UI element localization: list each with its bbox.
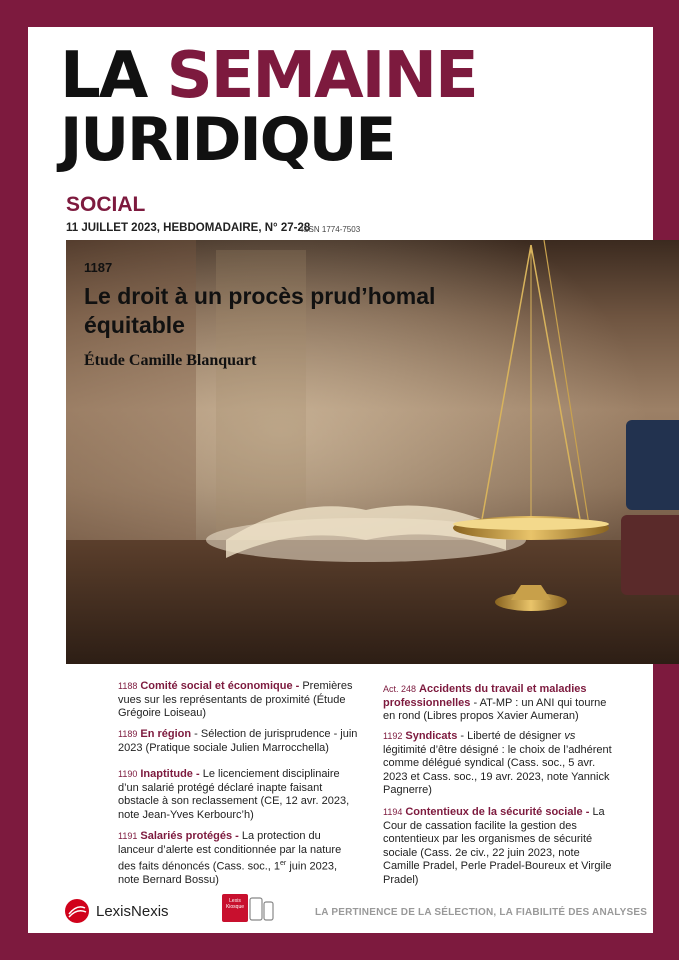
list-item: 1191 Salariés protégés - La protection du lanceur d’alerte est conditionnée par la nature des faits dénoncés (Cass. soc., 1er juin 2023, note Bernard Bossu) [118, 830, 342, 887]
lexisnexis-logo [64, 898, 169, 924]
lead-article-title: Le droit à un procès prud’homal équitable [84, 283, 436, 338]
publisher-name: LexisNexis [96, 902, 169, 920]
lexisnexis-emblem-icon [64, 898, 90, 924]
list-item: 1189 En région - Sélection de jurisprudence - juin 2023 (Pratique sociale Julien Marrocchella) [118, 728, 358, 754]
list-item: 1188 Comité social et économique - Premières vues sur les représentants de proximité (Étude Grégoire Loiseau) [118, 680, 353, 719]
kiosque-label: Lexis Kiosque [225, 898, 245, 910]
list-item: 1194 Contentieux de la sécurité sociale - La Cour de cassation facilite la gestion des contentieux par les organismes de sécurité sociale (Cass. 2e civ., 22 juin 2023, note Camille Pradel, Perle Pradel-Boureux et Virgile Pradel) [383, 806, 612, 886]
masthead-line1 [60, 39, 477, 113]
masthead-juridique: JURIDIQUE [60, 105, 395, 175]
list-item: 1190 Inaptitude - Le licenciement disciplinaire d’un salarié protégé déclaré inapte faisant obstacle à son reclassement (CE, 12 avr. 2023, note Jean-Yves Kerbourc’h) [118, 768, 350, 821]
list-item: 1192 Syndicats - Liberté de désigner vs légitimité d’être désigné : le choix de l’adhérent comme délégué syndical (Cass. soc., 5 avr. 2023 et Cass. soc., 19 avr. 2023, note Yannick Pagnerre) [383, 730, 612, 796]
issn: ISSN 1774-7503 [301, 225, 361, 234]
lead-article-author: Étude Camille Blanquart [84, 352, 257, 369]
list-item: Act. 248 Accidents du travail et maladies professionnelles - AT-MP : un ANI qui tourne en rond (Libres propos Xavier Aumeran) [383, 683, 607, 722]
issue-info: 11 JUILLET 2023, HEBDOMADAIRE, N° 27-28 [66, 222, 311, 234]
lead-article-number: 1187 [84, 260, 113, 275]
section-title: SOCIAL [66, 193, 146, 216]
masthead-la: LA [60, 39, 147, 113]
masthead-semaine: SEMAINE [166, 39, 477, 113]
tagline: LA PERTINENCE DE LA SÉLECTION, LA FIABILITÉ DES ANALYSES [315, 907, 648, 918]
